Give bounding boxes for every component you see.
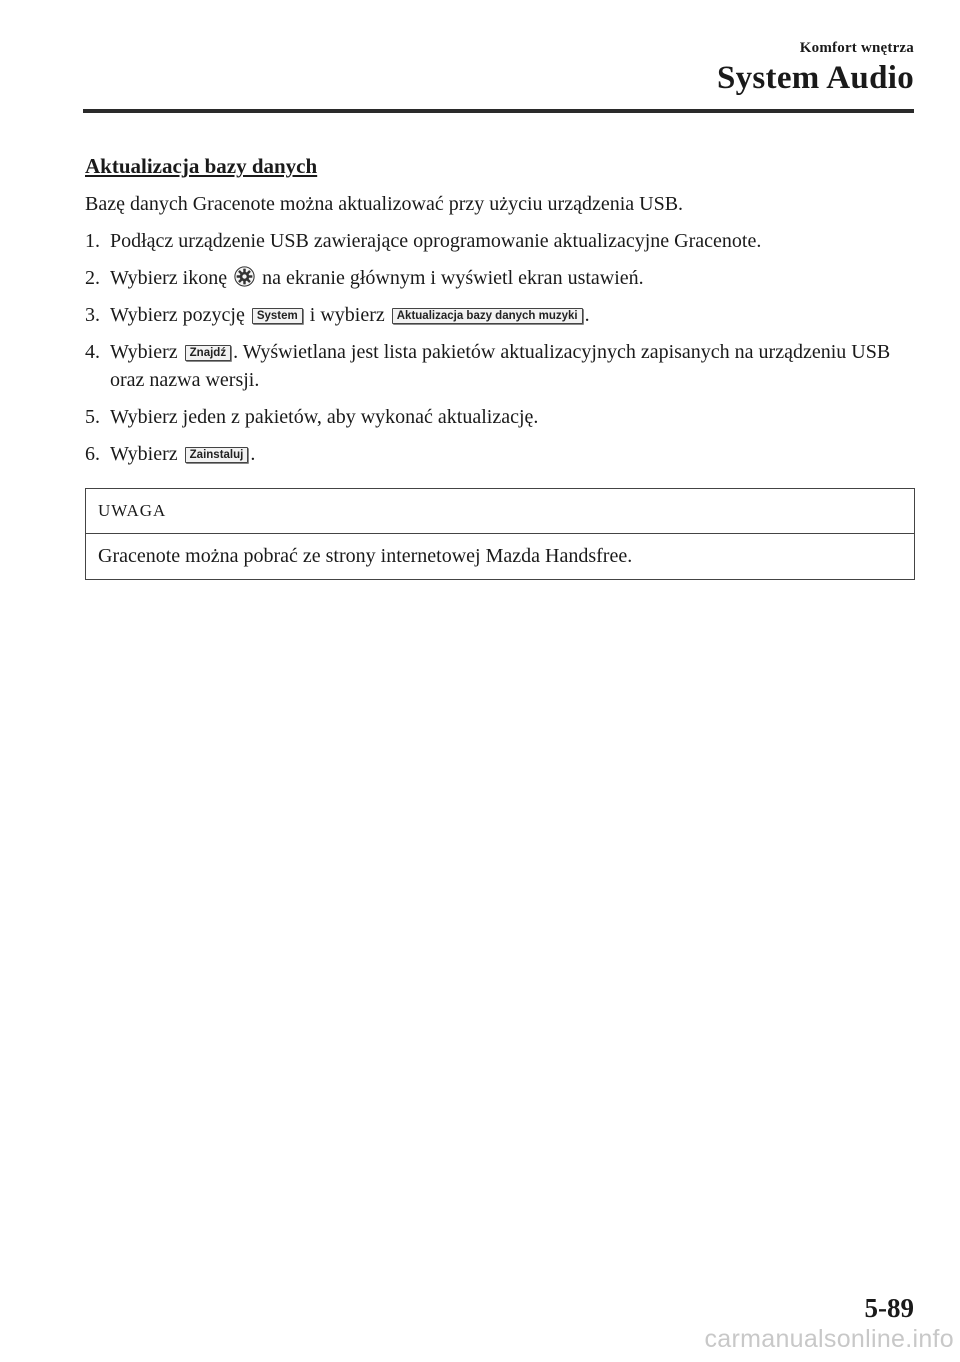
step-2 xyxy=(85,264,915,292)
step-number: 4. xyxy=(85,341,100,363)
step-number: 6. xyxy=(85,443,100,465)
page-number: 5-89 xyxy=(864,1293,914,1323)
step-3 xyxy=(85,301,915,329)
step-number: 2. xyxy=(85,267,100,289)
step-text: . xyxy=(250,443,256,465)
note-body: Gracenote można pobrać ze strony internetowej Mazda Handsfree. xyxy=(98,545,633,567)
step-1 xyxy=(85,227,915,255)
step-text: Wybierz ikonę xyxy=(110,267,228,289)
step-text: Podłącz urządzenie USB zawierające oprogramowanie aktualizacyjne Gracenote. xyxy=(110,230,762,252)
page-title: System Audio xyxy=(716,60,914,96)
step-number: 5. xyxy=(85,406,100,428)
note-heading: UWAGA xyxy=(86,489,914,534)
running-header-section: Komfort wnętrza xyxy=(799,40,914,56)
step-text: . Wyświetlana jest lista pakietów aktualizacyjnych zapisanych na urządzeniu USB oraz nazwa wersji. xyxy=(110,341,891,391)
step-text: Wybierz xyxy=(110,443,178,465)
install-button[interactable]: Zainstaluj xyxy=(185,447,249,463)
watermark: carmanualsonline.info xyxy=(704,1325,954,1353)
find-button[interactable]: Znajdź xyxy=(185,345,231,361)
step-text: Wybierz xyxy=(110,341,178,363)
step-5 xyxy=(85,403,915,431)
step-text: Wybierz pozycję xyxy=(110,304,245,326)
step-4 xyxy=(85,338,915,394)
step-number: 3. xyxy=(85,304,100,326)
steps-list xyxy=(85,227,915,468)
section-title: Aktualizacja bazy danych xyxy=(85,154,318,178)
step-6 xyxy=(85,440,915,468)
music-database-update-button[interactable]: Aktualizacja bazy danych muzyki xyxy=(392,308,583,324)
step-number: 1. xyxy=(85,230,100,252)
main-content xyxy=(85,152,915,580)
step-text: i wybierz xyxy=(309,304,385,326)
intro-paragraph: Bazę danych Gracenote można aktualizować przy użyciu urządzenia USB. xyxy=(85,193,684,215)
gear-icon xyxy=(234,266,255,287)
step-text: na ekranie głównym i wyświetl ekran ustawień. xyxy=(262,267,644,289)
system-button[interactable]: System xyxy=(252,308,303,324)
step-text: . xyxy=(584,304,590,326)
header-rule xyxy=(83,109,914,113)
note-box xyxy=(85,488,915,580)
step-text: Wybierz jeden z pakietów, aby wykonać aktualizację. xyxy=(110,406,539,428)
